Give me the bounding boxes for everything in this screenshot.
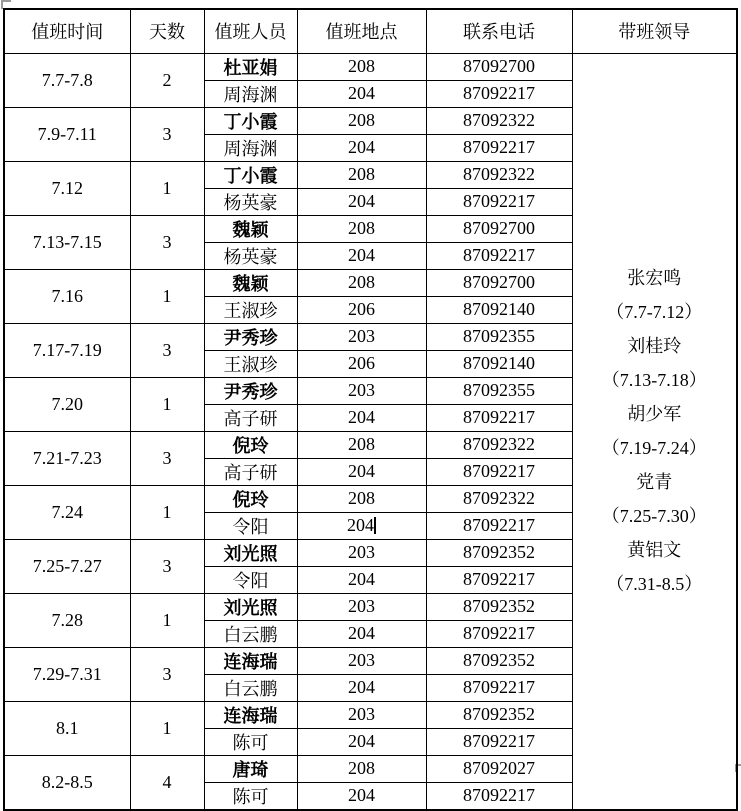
cell-days[interactable]: 3 <box>130 431 204 485</box>
cell-days[interactable]: 3 <box>130 539 204 593</box>
cell-location[interactable]: 204 <box>297 782 426 810</box>
cell-phone[interactable]: 87092322 <box>426 431 572 458</box>
leader-line: （7.19-7.24） <box>601 438 707 458</box>
duty-table-body <box>4 53 737 810</box>
cell-person-name[interactable]: 尹秀珍 <box>204 323 297 350</box>
cell-phone[interactable]: 87092322 <box>426 161 572 188</box>
cell-location[interactable]: 203 <box>297 539 426 566</box>
cell-phone[interactable]: 87092027 <box>426 755 572 782</box>
leader-line: （7.13-7.18） <box>601 370 707 390</box>
cell-duty-time[interactable]: 7.21-7.23 <box>4 431 130 485</box>
cell-duty-time[interactable]: 7.13-7.15 <box>4 215 130 269</box>
cell-phone[interactable]: 87092217 <box>426 512 572 539</box>
cell-location[interactable]: 208 <box>297 269 426 296</box>
cell-person-name[interactable]: 周海渊 <box>204 80 297 107</box>
cell-location[interactable]: 208 <box>297 755 426 782</box>
cell-location[interactable]: 208 <box>297 107 426 134</box>
cell-location[interactable]: 204 <box>297 674 426 701</box>
header-days[interactable]: 天数 <box>130 9 204 53</box>
cell-person-name[interactable]: 令阳 <box>204 566 297 593</box>
cell-days[interactable]: 1 <box>130 161 204 215</box>
cell-person-name[interactable]: 丁小霞 <box>204 107 297 134</box>
cell-person-name[interactable]: 陈可 <box>204 728 297 755</box>
cell-days[interactable]: 1 <box>130 269 204 323</box>
cell-location[interactable]: 208 <box>297 215 426 242</box>
header-duty-person[interactable]: 值班人员 <box>204 9 297 53</box>
cell-phone[interactable]: 87092217 <box>426 188 572 215</box>
header-contact-phone[interactable]: 联系电话 <box>426 9 572 53</box>
cell-duty-time[interactable]: 7.29-7.31 <box>4 647 130 701</box>
header-duty-location[interactable]: 值班地点 <box>297 9 426 53</box>
cell-duty-leader[interactable] <box>572 53 737 810</box>
cell-person-name[interactable]: 尹秀珍 <box>204 377 297 404</box>
cell-person-name[interactable]: 连海瑞 <box>204 647 297 674</box>
cell-phone[interactable]: 87092217 <box>426 404 572 431</box>
cell-location[interactable]: 204 <box>297 404 426 431</box>
leader-line: 党青 <box>636 472 673 492</box>
cell-duty-time[interactable]: 7.7-7.8 <box>4 53 130 107</box>
leader-line: 刘桂玲 <box>627 336 682 356</box>
cell-duty-time[interactable]: 7.20 <box>4 377 130 431</box>
cell-phone[interactable]: 87092217 <box>426 782 572 810</box>
cell-days[interactable]: 4 <box>130 755 204 810</box>
cell-person-name[interactable]: 周海渊 <box>204 134 297 161</box>
cell-location[interactable]: 203 <box>297 377 426 404</box>
cell-phone[interactable]: 87092217 <box>426 80 572 107</box>
cell-phone[interactable]: 87092217 <box>426 728 572 755</box>
cell-duty-time[interactable]: 7.17-7.19 <box>4 323 130 377</box>
cell-duty-time[interactable]: 7.12 <box>4 161 130 215</box>
cell-location[interactable]: 206 <box>297 350 426 377</box>
cell-days[interactable]: 3 <box>130 107 204 161</box>
cell-person-name[interactable]: 杨英豪 <box>204 188 297 215</box>
cell-location[interactable]: 208 <box>297 431 426 458</box>
cell-location[interactable]: 204 <box>297 512 426 539</box>
cell-location[interactable]: 204 <box>297 458 426 485</box>
cell-days[interactable]: 3 <box>130 647 204 701</box>
cell-location[interactable]: 204 <box>297 620 426 647</box>
cell-person-name[interactable]: 倪玲 <box>204 485 297 512</box>
cell-duty-time[interactable]: 7.24 <box>4 485 130 539</box>
cell-phone[interactable]: 87092352 <box>426 701 572 728</box>
leader-line: 胡少军 <box>627 404 682 424</box>
cell-phone[interactable]: 87092217 <box>426 620 572 647</box>
cell-location[interactable]: 204 <box>297 134 426 161</box>
cell-location[interactable]: 206 <box>297 296 426 323</box>
leader-line: （7.31-8.5） <box>606 574 703 594</box>
cell-person-name[interactable]: 杨英豪 <box>204 242 297 269</box>
cell-location[interactable]: 204 <box>297 80 426 107</box>
cell-person-name[interactable]: 魏颖 <box>204 269 297 296</box>
cell-person-name[interactable]: 倪玲 <box>204 431 297 458</box>
cell-person-name[interactable]: 连海瑞 <box>204 701 297 728</box>
cell-duty-time[interactable]: 7.25-7.27 <box>4 539 130 593</box>
cell-person-name[interactable]: 高子研 <box>204 404 297 431</box>
header-duty-leader[interactable]: 带班领导 <box>572 9 737 53</box>
duty-schedule-table <box>3 8 738 811</box>
cell-days[interactable]: 3 <box>130 215 204 269</box>
cell-location[interactable]: 208 <box>297 53 426 80</box>
cell-location[interactable]: 203 <box>297 647 426 674</box>
text-cursor <box>374 517 376 534</box>
leader-line: 张宏鸣 <box>627 268 682 288</box>
cell-person-name[interactable]: 令阳 <box>204 512 297 539</box>
cell-location[interactable]: 203 <box>297 323 426 350</box>
cell-phone[interactable]: 87092322 <box>426 107 572 134</box>
cell-phone[interactable]: 87092140 <box>426 296 572 323</box>
cell-days[interactable]: 1 <box>130 701 204 755</box>
cell-phone[interactable]: 87092355 <box>426 323 572 350</box>
cell-location[interactable]: 204 <box>297 728 426 755</box>
cell-phone[interactable]: 87092352 <box>426 539 572 566</box>
cell-days[interactable]: 2 <box>130 53 204 107</box>
cell-location[interactable]: 203 <box>297 701 426 728</box>
cell-phone[interactable]: 87092700 <box>426 53 572 80</box>
cell-location[interactable]: 208 <box>297 485 426 512</box>
cell-person-name[interactable]: 王淑珍 <box>204 350 297 377</box>
cell-person-name[interactable]: 刘光照 <box>204 539 297 566</box>
cell-location[interactable]: 203 <box>297 593 426 620</box>
cell-person-name[interactable]: 魏颖 <box>204 215 297 242</box>
cell-duty-time[interactable]: 7.16 <box>4 269 130 323</box>
cell-person-name[interactable]: 白云鹏 <box>204 674 297 701</box>
cell-phone[interactable]: 87092322 <box>426 485 572 512</box>
cell-phone[interactable]: 87092700 <box>426 215 572 242</box>
leader-line: （7.25-7.30） <box>601 506 707 526</box>
cell-phone[interactable]: 87092352 <box>426 647 572 674</box>
cell-phone[interactable]: 87092217 <box>426 134 572 161</box>
cell-phone[interactable]: 87092140 <box>426 350 572 377</box>
cell-phone[interactable]: 87092217 <box>426 566 572 593</box>
cell-phone[interactable]: 87092352 <box>426 593 572 620</box>
cell-phone[interactable]: 87092217 <box>426 674 572 701</box>
header-row <box>4 9 737 53</box>
cell-duty-time[interactable]: 8.1 <box>4 701 130 755</box>
cell-location[interactable]: 204 <box>297 242 426 269</box>
cell-phone[interactable]: 87092217 <box>426 458 572 485</box>
cell-person-name[interactable]: 高子研 <box>204 458 297 485</box>
cell-person-name[interactable]: 杜亚娟 <box>204 53 297 80</box>
cell-days[interactable]: 1 <box>130 485 204 539</box>
cell-person-name[interactable]: 白云鹏 <box>204 620 297 647</box>
header-duty-time[interactable]: 值班时间 <box>4 9 130 53</box>
cell-duty-time[interactable]: 7.9-7.11 <box>4 107 130 161</box>
cell-phone[interactable]: 87092355 <box>426 377 572 404</box>
cell-duty-time[interactable]: 7.28 <box>4 593 130 647</box>
cell-person-name[interactable]: 丁小霞 <box>204 161 297 188</box>
cell-location[interactable]: 204 <box>297 566 426 593</box>
leader-line: 黄铝文 <box>627 540 682 560</box>
duty-row-first <box>4 53 737 80</box>
cell-days[interactable]: 1 <box>130 593 204 647</box>
cell-phone[interactable]: 87092217 <box>426 242 572 269</box>
cell-duty-time[interactable]: 8.2-8.5 <box>4 755 130 810</box>
leader-line: （7.7-7.12） <box>606 302 703 322</box>
cell-person-name[interactable]: 王淑珍 <box>204 296 297 323</box>
cell-location[interactable]: 204 <box>297 188 426 215</box>
cell-person-name[interactable]: 陈可 <box>204 782 297 810</box>
cell-location[interactable]: 208 <box>297 161 426 188</box>
cell-person-name[interactable]: 刘光照 <box>204 593 297 620</box>
cell-days[interactable]: 3 <box>130 323 204 377</box>
cell-person-name[interactable]: 唐琦 <box>204 755 297 782</box>
cell-phone[interactable]: 87092700 <box>426 269 572 296</box>
cell-days[interactable]: 1 <box>130 377 204 431</box>
